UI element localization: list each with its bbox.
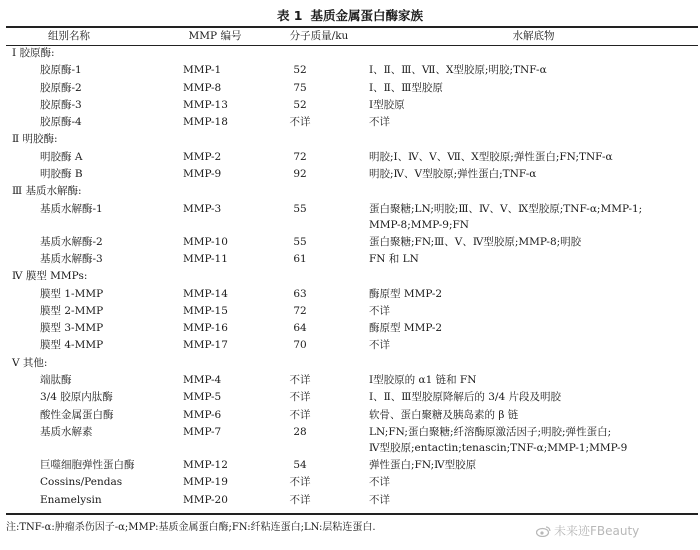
substrate-line: Ⅰ、Ⅱ、Ⅲ型胶原: [369, 81, 443, 94]
molecular-mass: 不详: [289, 493, 311, 506]
table-row: [6, 457, 698, 474]
mmp-code: MMP-2: [183, 150, 222, 163]
enzyme-name: 胶原酶-4: [40, 116, 82, 129]
molecular-mass: 不详: [289, 391, 311, 404]
mmp-code: MMP-10: [183, 235, 228, 248]
table-row: [6, 97, 698, 114]
table-row: [6, 80, 698, 97]
substrate: [369, 114, 698, 131]
substrate: [369, 286, 698, 303]
substrate: [369, 97, 698, 114]
substrate-line: 蛋白聚糖;FN;Ⅲ、Ⅴ、Ⅳ型胶原;MMP-8;明胶: [369, 235, 582, 248]
substrate-line: 蛋白聚糖;LN;明胶;Ⅲ、Ⅳ、Ⅴ、Ⅸ型胶原;TNF-α;MMP-1;: [369, 202, 643, 215]
header-mmp-code: MMP 编号: [188, 30, 242, 42]
table-title: 基质金属蛋白酶家族: [310, 8, 424, 23]
molecular-mass: 不详: [289, 116, 311, 129]
molecular-mass: 64: [293, 322, 307, 335]
group-name: Ⅳ 膜型 MMPs:: [12, 270, 88, 283]
mmp-code: MMP-11: [183, 252, 228, 265]
enzyme-name: 基质水解酶-1: [40, 202, 103, 215]
watermark-text: 未来迹FBeauty: [554, 524, 640, 538]
mmp-code: MMP-12: [183, 458, 228, 471]
mmp-code: MMP-18: [183, 116, 228, 129]
substrate-line-continued: MMP-8;MMP-9;FN: [369, 219, 469, 232]
enzyme-name: 酸性金属蛋白酶: [40, 408, 114, 421]
molecular-mass: 63: [293, 287, 307, 300]
substrate-line: Ⅰ、Ⅱ、Ⅲ型胶原降解后的 3/4 片段及明胶: [369, 391, 561, 404]
group-header-row: [6, 45, 698, 62]
molecular-mass: 61: [293, 252, 307, 265]
enzyme-name: 胶原酶-1: [40, 64, 82, 77]
enzyme-name: 基质水解素: [40, 425, 93, 438]
table-caption: [0, 6, 700, 24]
enzyme-name: Enamelysin: [40, 493, 102, 506]
substrate-line: 明胶;Ⅳ、Ⅴ型胶原;弹性蛋白;TNF-α: [369, 168, 537, 181]
substrate-line: Ⅰ型胶原: [369, 98, 405, 111]
molecular-mass: 不详: [289, 408, 311, 421]
group-header-row: [6, 268, 698, 285]
table-row: [6, 424, 698, 457]
mmp-code: MMP-16: [183, 322, 228, 335]
substrate: [369, 320, 698, 337]
substrate: [369, 251, 698, 268]
enzyme-name: 3/4 胶原内肽酶: [40, 391, 113, 404]
substrate-line: 酶原型 MMP-2: [369, 287, 443, 300]
table-row: [6, 303, 698, 320]
table-number: 表 1: [276, 8, 303, 23]
table-row: [6, 474, 698, 491]
mmp-code: MMP-9: [183, 168, 222, 181]
molecular-mass: 72: [293, 304, 307, 317]
header-row: [6, 27, 698, 45]
group-name: Ⅲ 基质水解酶:: [12, 185, 82, 198]
substrate: [369, 80, 698, 97]
enzyme-name: 巨噬细胞弹性蛋白酶: [40, 458, 135, 471]
watermark: [536, 522, 639, 539]
bottom-rule: [6, 513, 698, 515]
table-footnote: 注:TNF-α:肿瘤杀伤因子-α;MMP:基质金属蛋白酶;FN:纤粘连蛋白;LN:层粘连蛋白.: [6, 522, 376, 533]
mmp-code: MMP-5: [183, 391, 222, 404]
enzyme-name: 膜型 1-MMP: [40, 287, 104, 300]
molecular-mass: 75: [293, 81, 307, 94]
enzyme-name: 端肽酶: [40, 374, 72, 387]
mmp-code: MMP-7: [183, 425, 222, 438]
substrate: [369, 337, 698, 354]
table-row: [6, 251, 698, 268]
substrate-line: 不详: [369, 493, 390, 506]
table-row: [6, 114, 698, 131]
substrate-line: Ⅰ、Ⅱ、Ⅲ、Ⅶ、Ⅹ型胶原;明胶;TNF-α: [369, 64, 547, 77]
substrate: [369, 201, 698, 234]
mmp-code: MMP-19: [183, 476, 228, 489]
substrate: [369, 389, 698, 406]
enzyme-name: 胶原酶-3: [40, 98, 82, 111]
header-substrate: 水解底物: [512, 30, 555, 42]
enzyme-name: Cossins/Pendas: [40, 476, 123, 489]
substrate: [369, 492, 698, 509]
table-row: [6, 166, 698, 183]
table-row: [6, 201, 698, 234]
mmp-table: [6, 27, 698, 509]
substrate-line: Ⅰ型胶原的 α1 链和 FN: [369, 374, 477, 387]
substrate-line: LN;FN;蛋白聚糖;纤溶酶原激活因子;明胶;弹性蛋白;: [369, 425, 612, 438]
substrate: [369, 166, 698, 183]
group-header-row: [6, 131, 698, 148]
table-row: [6, 320, 698, 337]
enzyme-name: 明胶酶 B: [40, 168, 83, 181]
table-row: [6, 337, 698, 354]
molecular-mass: 54: [293, 458, 307, 471]
substrate-line: 不详: [369, 339, 390, 352]
molecular-mass: 28: [293, 425, 307, 438]
enzyme-name: 明胶酶 A: [40, 150, 83, 163]
substrate: [369, 424, 698, 457]
header-group-name: 组别名称: [48, 30, 90, 42]
substrate-line: 弹性蛋白;FN;Ⅳ型胶原: [369, 458, 477, 471]
molecular-mass: 55: [293, 202, 307, 215]
group-name: Ⅴ 其他:: [12, 356, 48, 369]
table-row: [6, 389, 698, 406]
molecular-mass: 不详: [289, 374, 311, 387]
group-header-row: [6, 183, 698, 200]
table-body: [6, 45, 698, 509]
table-row: [6, 372, 698, 389]
table-row: [6, 407, 698, 424]
molecular-mass: 不详: [289, 476, 311, 489]
mmp-code: MMP-3: [183, 202, 222, 215]
substrate-line: 不详: [369, 304, 390, 317]
substrate-line: FN 和 LN: [369, 252, 419, 265]
molecular-mass: 72: [293, 150, 307, 163]
table-row: [6, 62, 698, 79]
substrate: [369, 372, 698, 389]
substrate: [369, 234, 698, 251]
table-row: [6, 234, 698, 251]
mmp-code: MMP-14: [183, 287, 228, 300]
enzyme-name: 基质水解酶-2: [40, 235, 103, 248]
group-name: Ⅰ 胶原酶:: [12, 47, 55, 59]
table-row: [6, 149, 698, 166]
mmp-code: MMP-13: [183, 98, 228, 111]
mmp-code: MMP-17: [183, 339, 228, 352]
group-header-row: [6, 355, 698, 372]
substrate-line: 不详: [369, 116, 390, 129]
enzyme-name: 膜型 4-MMP: [40, 339, 104, 352]
substrate: [369, 407, 698, 424]
molecular-mass: 52: [293, 98, 307, 111]
enzyme-name: 基质水解酶-3: [40, 252, 103, 265]
substrate: [369, 62, 698, 79]
substrate-line-continued: Ⅳ型胶原;entactin;tenascin;TNF-α;MMP-1;MMP-9: [369, 442, 628, 455]
enzyme-name: 胶原酶-2: [40, 81, 82, 94]
table-row: [6, 492, 698, 509]
molecular-mass: 92: [293, 168, 307, 181]
enzyme-name: 膜型 3-MMP: [40, 322, 104, 335]
mmp-code: MMP-15: [183, 304, 228, 317]
substrate-line: 不详: [369, 476, 390, 489]
mmp-code: MMP-20: [183, 493, 228, 506]
substrate-line: 软骨、蛋白聚糖及胰岛素的 β 链: [369, 408, 519, 421]
substrate: [369, 303, 698, 320]
substrate-line: 酶原型 MMP-2: [369, 322, 443, 335]
table-row: [6, 286, 698, 303]
mmp-code: MMP-6: [183, 408, 222, 421]
mmp-code: MMP-8: [183, 81, 222, 94]
header-molecular-mass: 分子质量/ku: [289, 30, 349, 42]
molecular-mass: 55: [293, 235, 307, 248]
group-name: Ⅱ 明胶酶:: [12, 133, 58, 146]
molecular-mass: 52: [293, 64, 307, 77]
substrate: [369, 457, 698, 474]
substrate: [369, 149, 698, 166]
substrate: [369, 474, 698, 491]
enzyme-name: 膜型 2-MMP: [40, 304, 104, 317]
substrate-line: 明胶;Ⅰ、Ⅳ、Ⅴ、Ⅶ、Ⅹ型胶原;弹性蛋白;FN;TNF-α: [369, 150, 613, 163]
mmp-code: MMP-4: [183, 374, 222, 387]
mmp-code: MMP-1: [183, 64, 222, 77]
molecular-mass: 70: [293, 339, 307, 352]
weibo-logo-icon: [536, 525, 551, 537]
